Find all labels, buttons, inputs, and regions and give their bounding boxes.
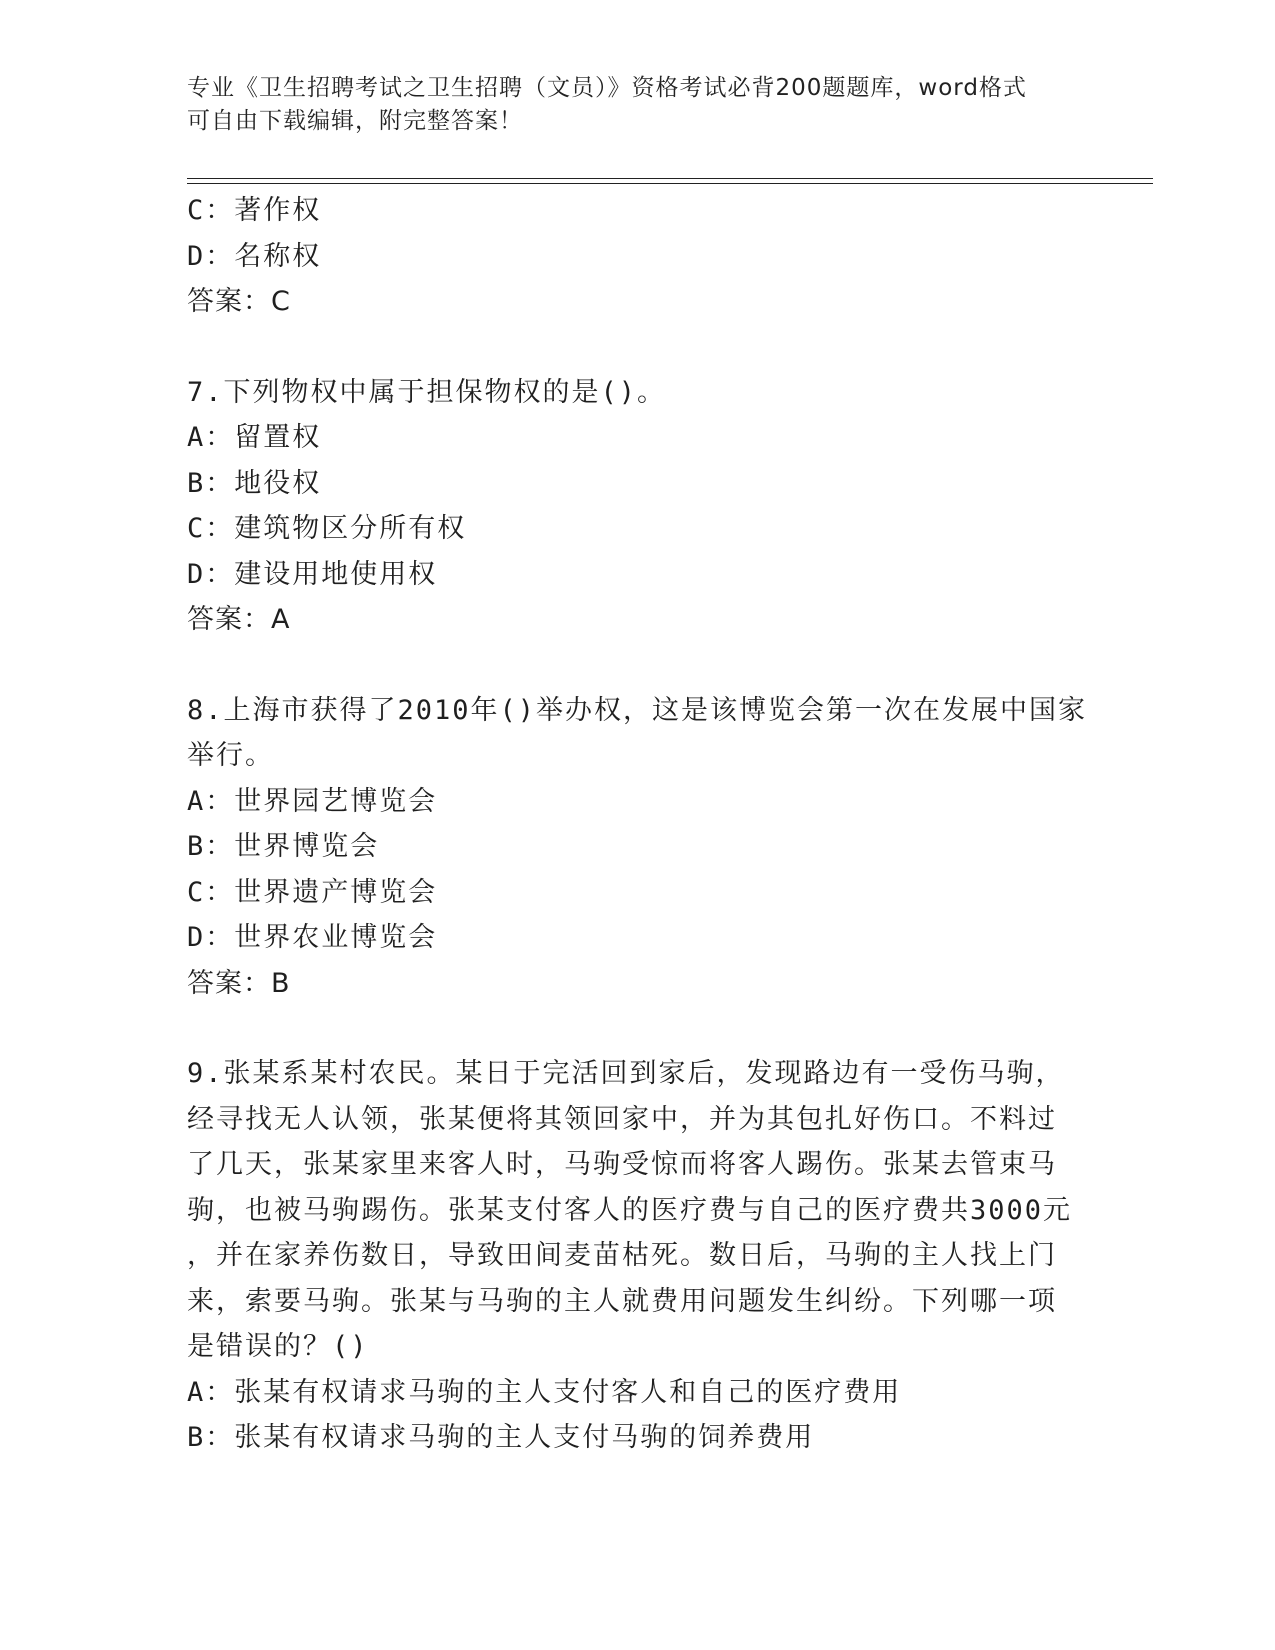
question-stem-cont: 经寻找无人认领，张某便将其领回家中，并为其包扎好伤口。不料过 xyxy=(187,1103,1057,1135)
answer: 答案：B xyxy=(187,967,291,999)
question-stem-cont: ，并在家养伤数日，导致田间麦苗枯死。数日后，马驹的主人找上门 xyxy=(187,1240,1057,1271)
header-line-1: 专业《卫生招聘考试之卫生招聘（文员）》资格考试必背200题题库，word格式 xyxy=(187,75,1027,101)
document-content xyxy=(187,188,1087,1461)
question-stem-cont: 举行。 xyxy=(187,740,274,771)
option-a: A：张某有权请求马驹的主人支付客人和自己的医疗费用 xyxy=(187,1376,902,1408)
option-c: C：世界遗产博览会 xyxy=(187,876,438,908)
header-line-2: 可自由下载编辑，附完整答案！ xyxy=(187,108,523,134)
question-stem-cont: 了几天，张某家里来客人时，马驹受惊而将客人踢伤。张某去管束马 xyxy=(187,1149,1057,1180)
answer: 答案：C xyxy=(187,286,291,317)
question-stem: 7.下列物权中属于担保物权的是()。 xyxy=(187,376,667,408)
header-divider-bottom xyxy=(187,183,1153,184)
question-stem-cont: 来，索要马驹。张某与马驹的主人就费用问题发生纠纷。下列哪一项 xyxy=(187,1285,1057,1317)
page-header xyxy=(187,72,1087,138)
question-stem-cont: 驹，也被马驹踢伤。张某支付客人的医疗费与自己的医疗费共3000元 xyxy=(187,1194,1073,1226)
answer: 答案：A xyxy=(187,604,291,635)
header-divider-top xyxy=(187,178,1153,179)
option-d: D：世界农业博览会 xyxy=(187,922,438,953)
option-c: C：建筑物区分所有权 xyxy=(187,513,467,544)
question-9 xyxy=(187,1051,1087,1461)
question-stem-cont: 是错误的？() xyxy=(187,1331,369,1362)
option-a: A：世界园艺博览会 xyxy=(187,785,438,817)
option-d: D：建设用地使用权 xyxy=(187,558,438,590)
option-c: C：著作权 xyxy=(187,195,322,226)
question-8 xyxy=(187,688,1087,1007)
question-stem: 8.上海市获得了2010年()举办权，这是该博览会第一次在发展中国家 xyxy=(187,694,1088,726)
option-b: B：世界博览会 xyxy=(187,831,380,862)
option-b: B：地役权 xyxy=(187,467,322,499)
question-stem: 9.张某系某村农民。某日于完活回到家后，发现路边有一受伤马驹， xyxy=(187,1058,1065,1089)
option-b: B：张某有权请求马驹的主人支付马驹的饲养费用 xyxy=(187,1422,815,1453)
question-7 xyxy=(187,370,1087,643)
option-a: A：留置权 xyxy=(187,422,322,453)
question-6-tail xyxy=(187,188,1087,325)
option-d: D：名称权 xyxy=(187,240,322,272)
